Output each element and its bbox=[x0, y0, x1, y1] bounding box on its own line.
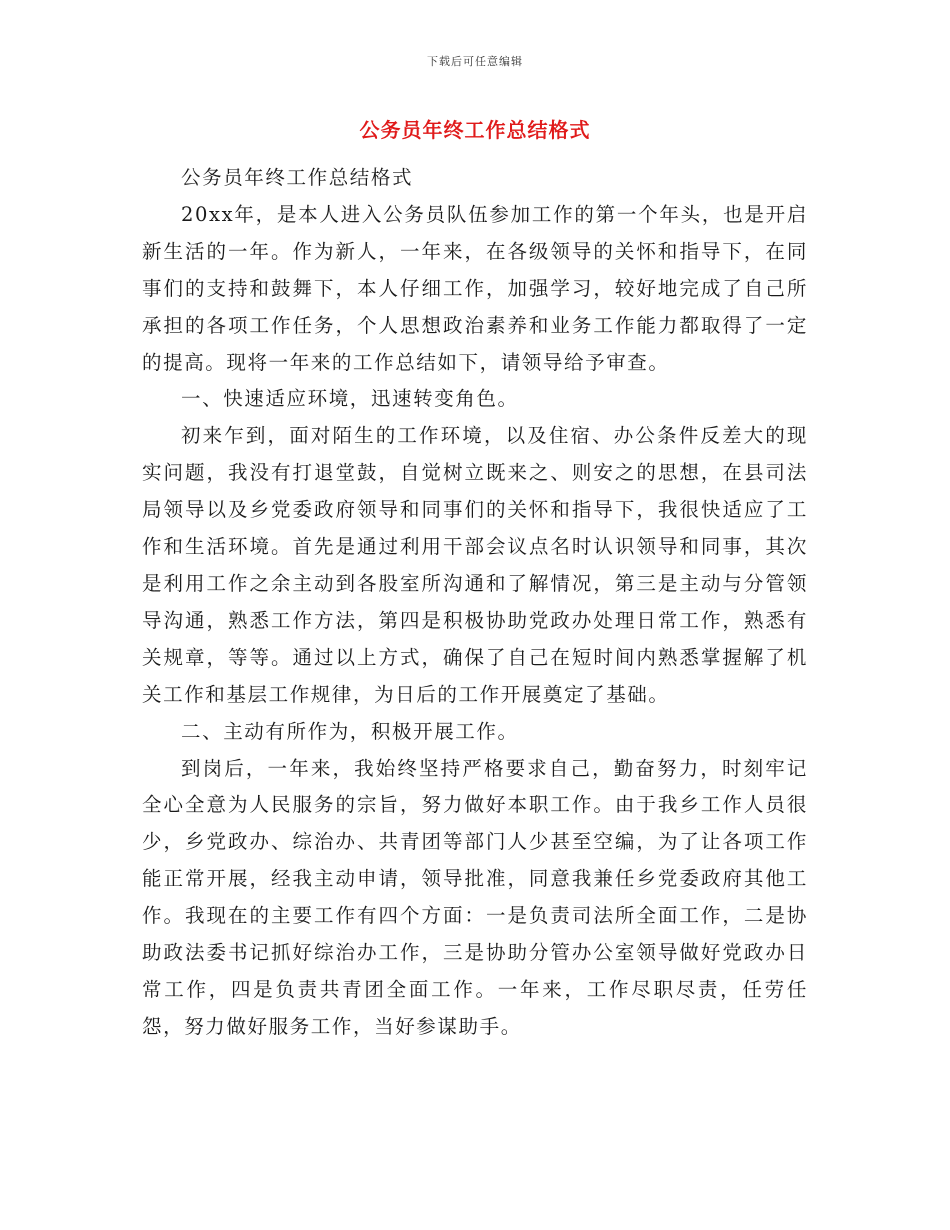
section-heading-1: 一、快速适应环境，迅速转变角色。 bbox=[181, 387, 519, 411]
section-heading-2: 二、主动有所作为，积极开展工作。 bbox=[181, 719, 519, 743]
document-body bbox=[142, 160, 808, 1046]
paragraph-section-2: 到岗后，一年来，我始终坚持严格要求自己，勤奋努力，时刻牢记全心全意为人民服务的宗旨，努力做好本职工作。由于我乡工作人员很少，乡党政办、综治办、共青团等部门人少甚至空编，为了让各项工作能正常开展，经我主动申请，领导批准，同意我兼任乡党委政府其他工作。我现在的主要工作有四个方面：一是负责司法所全面工作，二是协助政法委书记抓好综治办工作，三是协助分管办公室领导做好党政办日常工作，四是负责共青团全面工作。一年来，工作尽职尽责，任劳任怨，努力做好服务工作，当好参谋助手。 bbox=[142, 756, 808, 1038]
paragraph-subtitle: 公务员年终工作总结格式 bbox=[181, 166, 414, 189]
document-title: 公务员年终工作总结格式 bbox=[359, 118, 591, 142]
page-header-note: 下载后可任意编辑 bbox=[427, 55, 523, 68]
paragraph-intro: 20xx年，是本人进入公务员队伍参加工作的第一个年头，也是开启新生活的一年。作为新人，一年来，在各级领导的关怀和指导下，在同事们的支持和鼓舞下，本人仔细工作，加强学习，较好地完成了自己所承担的各项工作任务，个人思想政治素养和业务工作能力都取得了一定的提高。现将一年来的工作总结如下，请领导给予审查。 bbox=[142, 202, 808, 374]
paragraph-section-1: 初来乍到，面对陌生的工作环境，以及住宿、办公条件反差大的现实问题，我没有打退堂鼓，自觉树立既来之、则安之的思想，在县司法局领导以及乡党委政府领导和同事们的关怀和指导下，我很快适应了工作和生活环境。首先是通过利用干部会议点名时认识领导和同事，其次是利用工作之余主动到各股室所沟通和了解情况，第三是主动与分管领导沟通，熟悉工作方法，第四是积极协助党政办处理日常工作，熟悉有关规章，等等。通过以上方式，确保了自己在短时间内熟悉掌握解了机关工作和基层工作规律，为日后的工作开展奠定了基础。 bbox=[142, 424, 808, 706]
